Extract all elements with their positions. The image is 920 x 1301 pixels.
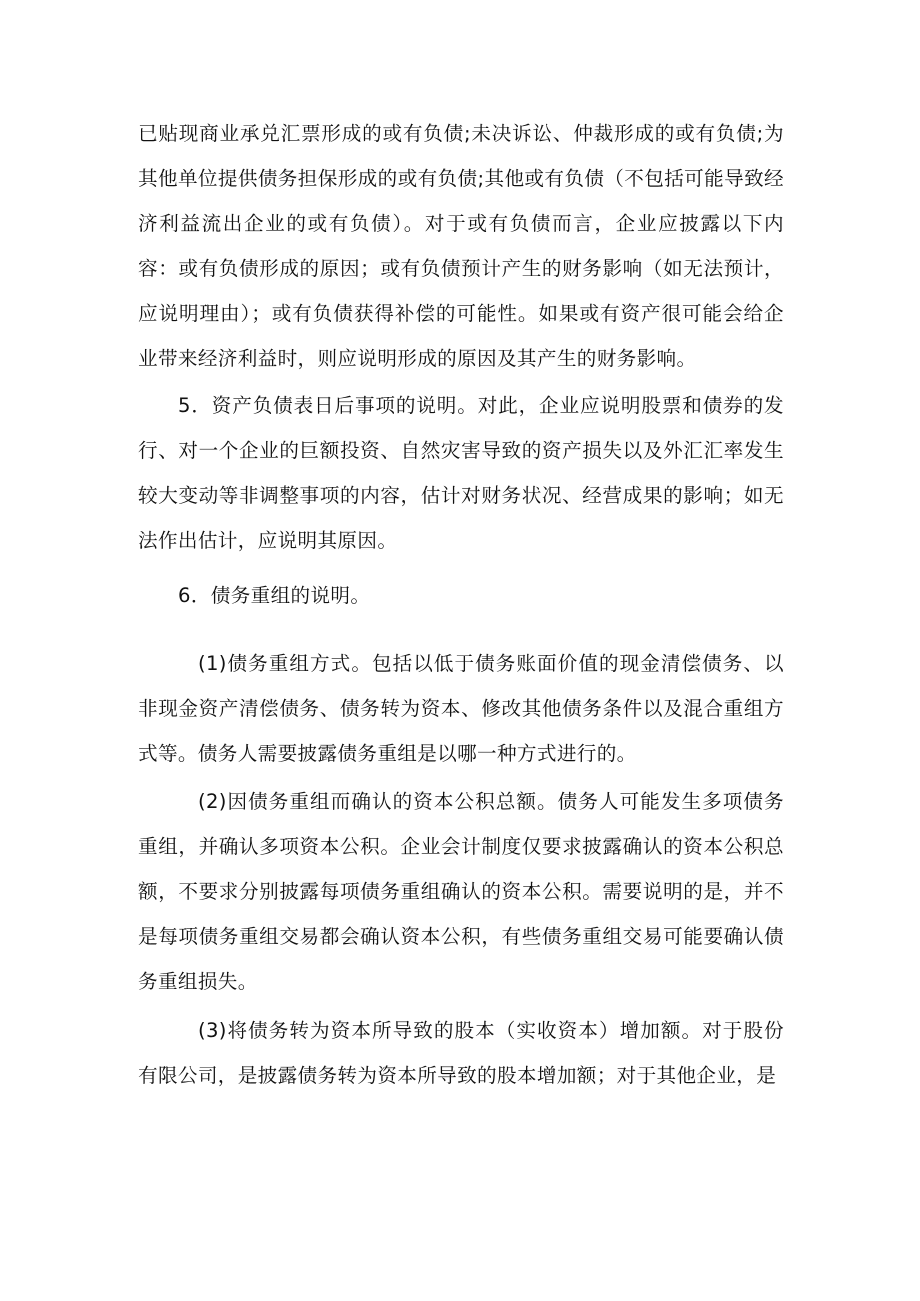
paragraph-item-6-debt-restructuring: 6．债务重组的说明。 [178, 584, 371, 607]
paragraph-sub-3-share-capital-increase: (3)将债务转为资本所导致的股本（实收资本）增加额。对于股份有限公司，是披露债务转为资本所导致的股本增加额；对于其他企业，是 [138, 1019, 784, 1087]
document-page [138, 111, 784, 1098]
paragraph-sub-1-restructuring-method: (1)债务重组方式。包括以低于债务账面价值的现金清偿债务、以非现金资产清偿债务、债务转为资本、修改其他债务条件以及混合重组方式等。债务人需要披露债务重组是以哪一种方式进行的。 [138, 652, 784, 765]
paragraph-item-5-post-balance-sheet-events: 5．资产负债表日后事项的说明。对此，企业应说明股票和债券的发行、对一个企业的巨额投资、自然灾害导致的资产损失以及外汇汇率发生较大变动等非调整事项的内容，估计对财务状况、经营成果的影响；如无法作出估计，应说明其原因。 [138, 394, 784, 552]
paragraph-sub-2-capital-reserve: (2)因债务重组而确认的资本公积总额。债务人可能发生多项债务重组，并确认多项资本公积。企业会计制度仅要求披露确认的资本公积总额，不要求分别披露每项债务重组确认的资本公积。需要说明的是，并不是每项债务重组交易都会确认资本公积，有些债务重组交易可能要确认债务重组损失。 [138, 790, 784, 993]
paragraph-contingent-liabilities: 已贴现商业承兑汇票形成的或有负债;未决诉讼、仲裁形成的或有负债;为其他单位提供债务担保形成的或有负债;其他或有负债（不包括可能导致经济利益流出企业的或有负债）。对于或有负债而言，企业应披露以下内容：或有负债形成的原因；或有负债预计产生的财务影响（如无法预计，应说明理由）；或有负债获得补偿的可能性。如果或有资产很可能会给企业带来经济利益时，则应说明形成的原因及其产生的财务影响。 [138, 122, 784, 370]
